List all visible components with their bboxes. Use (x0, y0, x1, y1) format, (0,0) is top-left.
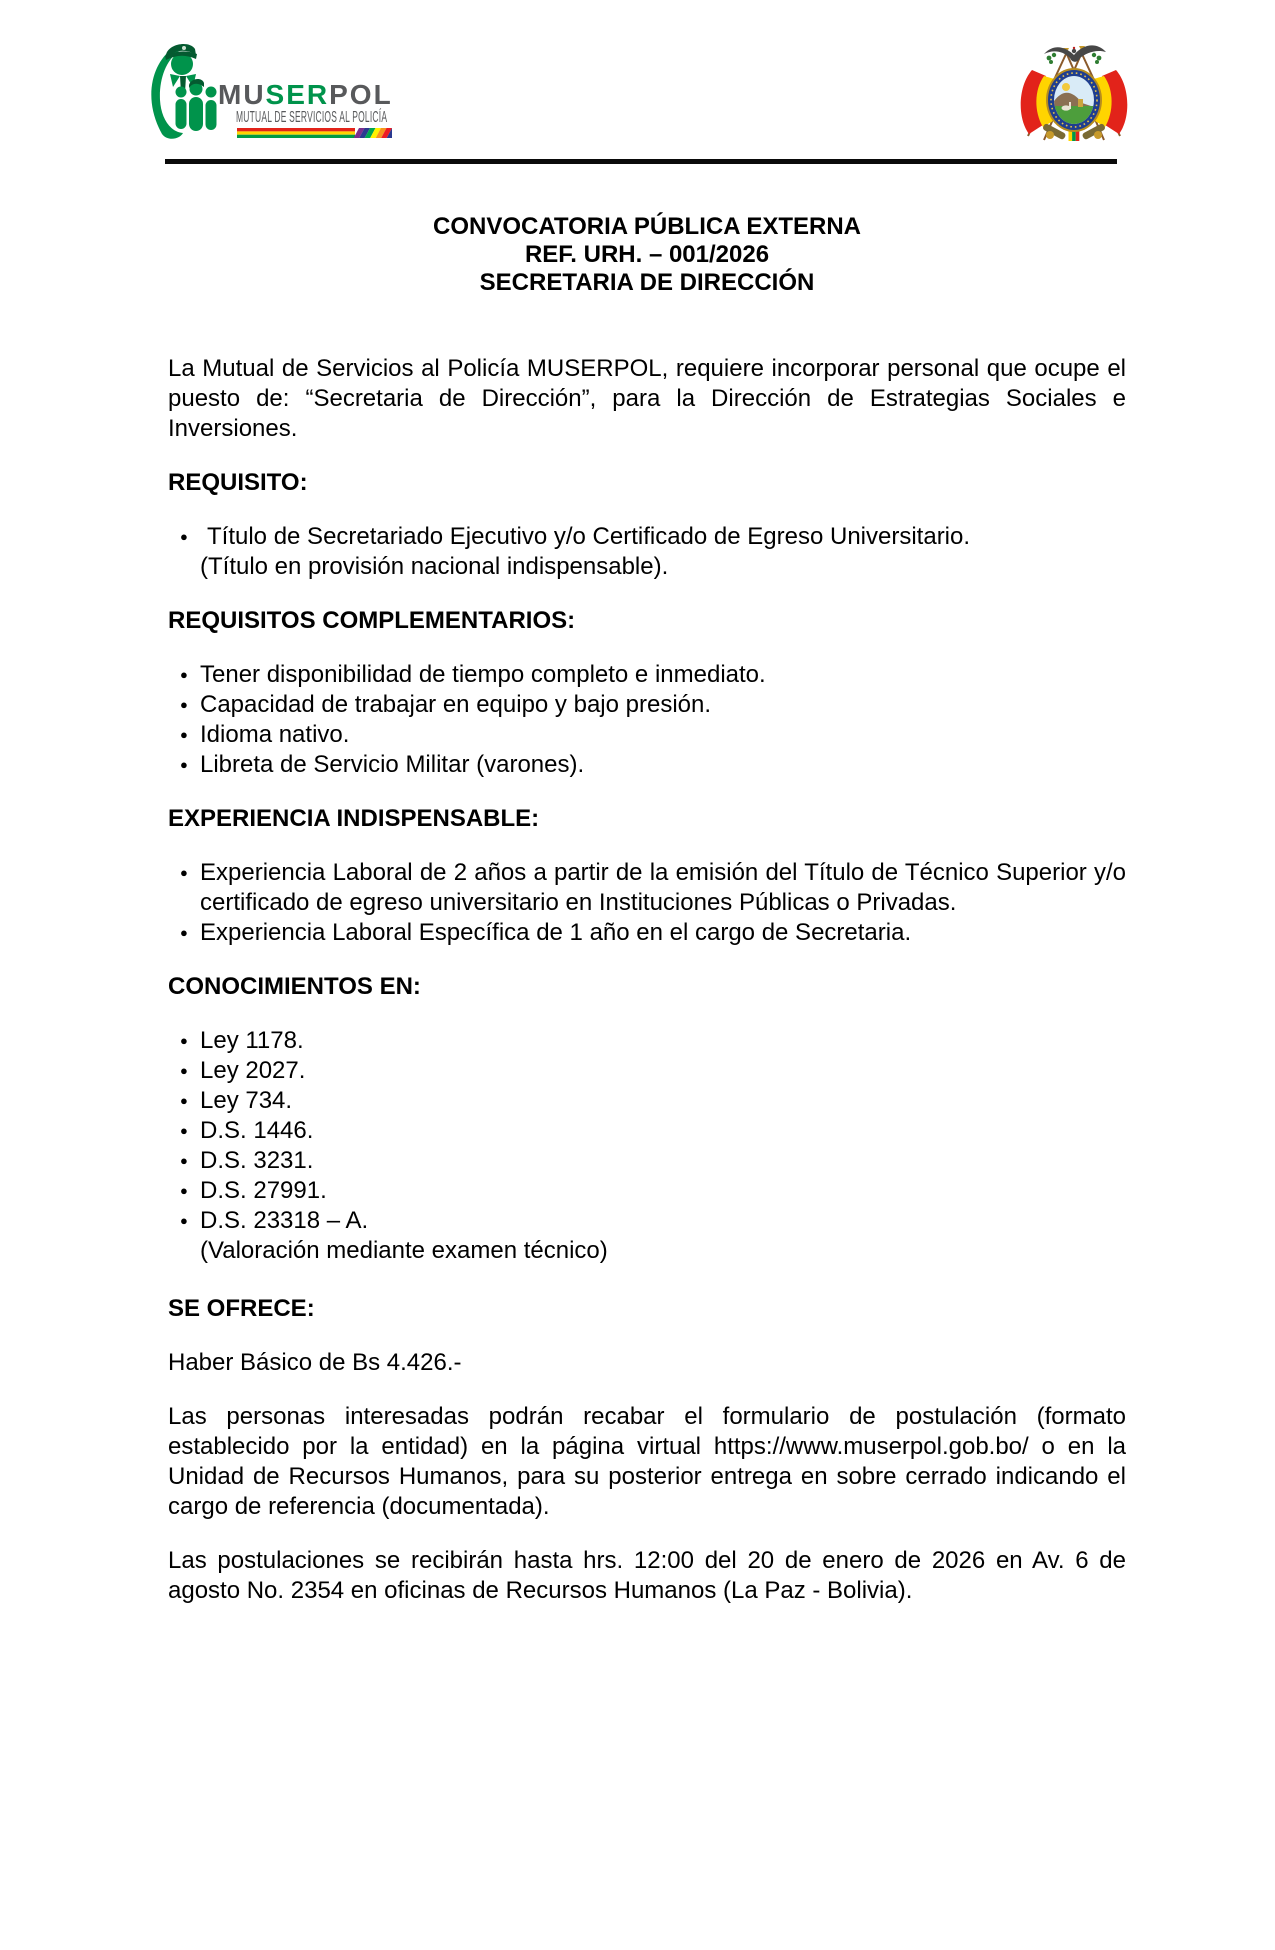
list-note (168, 1236, 1126, 1266)
requisito-list (168, 522, 1126, 582)
list-item (168, 1026, 1126, 1056)
list-item (168, 1176, 1126, 1206)
list-item-text: Experiencia Laboral Específica de 1 año en el cargo de Secretaria. (200, 919, 912, 946)
list-item-text: D.S. 3231. (200, 1147, 314, 1174)
section-heading-complementarios: REQUISITOS COMPLEMENTARIOS: (168, 607, 576, 634)
deadline-paragraph: Las postulaciones se recibirán hasta hrs. 12:00 del 20 de enero de 2026 en Av. 6 de agosto No. 2354 en oficinas de Recursos Humanos (La Paz - Bolivia). (168, 1547, 1126, 1604)
salary-line: Haber Básico de Bs 4.426.- (168, 1349, 462, 1376)
bullet-icon: ● (180, 1093, 188, 1108)
title-line-2: REF. URH. – 001/2026 (524, 241, 770, 268)
list-item (168, 1116, 1126, 1146)
document-title (168, 213, 1126, 297)
list-item-text: D.S. 1446. (200, 1117, 314, 1144)
list-item-text: Libreta de Servicio Militar (varones). (200, 751, 585, 778)
document-content (168, 0, 1126, 1606)
list-item-text: D.S. 23318 – A. (200, 1207, 369, 1234)
list-item (168, 750, 1126, 780)
bullet-icon: ● (180, 529, 188, 544)
list-item-text: Ley 2027. (200, 1057, 306, 1084)
list-item (168, 918, 1126, 948)
list-item (168, 1056, 1126, 1086)
list-note (168, 552, 1126, 582)
title-line-1: CONVOCATORIA PÚBLICA EXTERNA (432, 213, 861, 240)
section-heading-requisito: REQUISITO: (168, 469, 308, 496)
bullet-icon: ● (180, 1153, 188, 1168)
section-heading-conocimientos: CONOCIMIENTOS EN: (168, 973, 421, 1000)
bullet-icon: ● (180, 727, 188, 742)
bullet-icon: ● (180, 697, 188, 712)
bullet-icon: ● (180, 1033, 188, 1048)
conocimientos-list (168, 1026, 1126, 1266)
list-item (168, 720, 1126, 750)
application-paragraph: Las personas interesadas podrán recabar el formulario de postulación (formato establecido por la entidad) en la página virtual https://www.muserpol.gob.bo/ o en la Unidad de Recursos Humanos, para su posterior entrega en sobre cerrado indicando el cargo de referencia (documentada). (168, 1403, 1126, 1520)
bullet-icon: ● (180, 865, 188, 880)
bullet-icon: ● (180, 925, 188, 940)
bullet-icon: ● (180, 1213, 188, 1228)
brand-ser: SER (265, 79, 330, 110)
list-item (168, 690, 1126, 720)
bullet-icon: ● (180, 757, 188, 772)
bullet-icon: ● (180, 1123, 188, 1138)
brand-tagline: MUTUAL DE SERVICIOS AL POLICÍA (236, 109, 388, 126)
list-item (168, 522, 1126, 552)
section-heading-se-ofrece: SE OFRECE: (168, 1295, 315, 1322)
title-line-3: SECRETARIA DE DIRECCIÓN (479, 269, 815, 296)
list-item (168, 660, 1126, 690)
bullet-icon: ● (180, 1183, 188, 1198)
complementarios-list (168, 660, 1126, 780)
list-item-text: Tener disponibilidad de tiempo completo e inmediato. (200, 661, 766, 688)
intro-paragraph: La Mutual de Servicios al Policía MUSERPOL, requiere incorporar personal que ocupe el puesto de: “Secretaria de Dirección”, para la Dirección de Estrategias Sociales e Inversiones. (168, 355, 1126, 442)
list-note-text: (Título en provisión nacional indispensable). (200, 553, 669, 580)
list-item-text: Ley 734. (200, 1087, 293, 1114)
brand-mu: MU (218, 79, 266, 110)
section-heading-experiencia: EXPERIENCIA INDISPENSABLE: (168, 805, 540, 832)
experiencia-list (168, 858, 1126, 948)
list-item-text: Idioma nativo. (200, 721, 350, 748)
list-item (168, 858, 1126, 918)
brand-pol: POL (329, 79, 393, 110)
bullet-icon: ● (180, 667, 188, 682)
list-note-text: (Valoración mediante examen técnico) (200, 1237, 608, 1264)
list-item-text: Ley 1178. (200, 1027, 304, 1054)
list-item-text: Experiencia Laboral de 2 años a partir de la emisión del Título de Técnico Superior y/o certificado de egreso universitario en Instituciones Públicas o Privadas. (200, 859, 1126, 916)
list-item (168, 1086, 1126, 1116)
list-item (168, 1206, 1126, 1236)
list-item (168, 1146, 1126, 1176)
bullet-icon: ● (180, 1063, 188, 1078)
list-item-text: Capacidad de trabajar en equipo y bajo presión. (200, 691, 712, 718)
list-item-text: Título de Secretariado Ejecutivo y/o Certificado de Egreso Universitario. (207, 523, 971, 550)
list-item-text: D.S. 27991. (200, 1177, 327, 1204)
